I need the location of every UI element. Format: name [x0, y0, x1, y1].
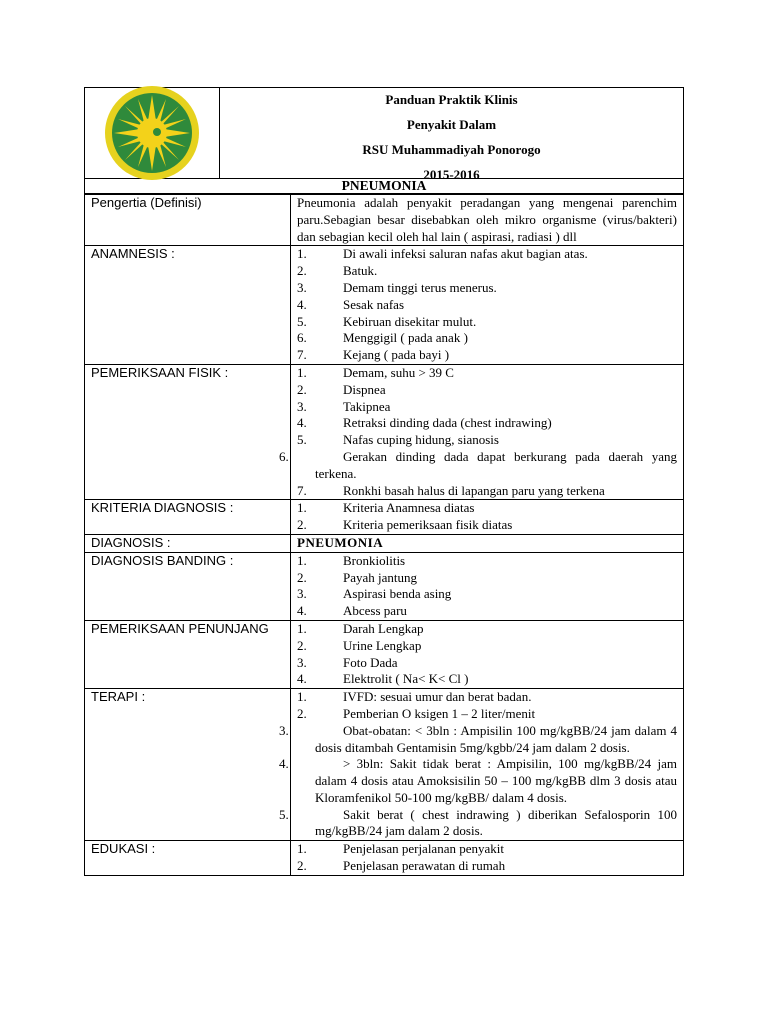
list-item: 4. Retraksi dinding dada (chest indrawing) — [297, 415, 552, 431]
education-list — [297, 841, 677, 875]
row-definition — [85, 195, 684, 246]
row-label: PEMERIKSAAN PENUNJANG — [85, 620, 291, 688]
hospital-logo-cell — [85, 88, 220, 178]
header-line-department: Penyakit Dalam — [406, 117, 497, 132]
list-item: 3. Obat-obatan: < 3bln : Ampisilin 100 mg/kgBB/24 jam dalam 4 dosis ditambah Gentamisin 5mg/kgbb/24 jam dalam 2 dosis. — [279, 722, 677, 755]
list-item: 7. Kejang ( pada bayi ) — [297, 347, 450, 363]
list-item: 2. Penjelasan perawatan di rumah — [297, 858, 506, 874]
document-page — [84, 87, 684, 876]
list-item: 5. Nafas cuping hidung, sianosis — [297, 432, 499, 448]
disease-title: PNEUMONIA — [84, 179, 684, 194]
therapy-list — [279, 689, 677, 840]
therapy-cell — [279, 689, 684, 841]
physical-exam-cell — [279, 364, 684, 499]
muhammadiyah-logo-icon — [102, 83, 202, 183]
row-anamnesis — [85, 246, 684, 365]
row-label: EDUKASI : — [85, 841, 291, 876]
row-differential-diagnosis — [85, 552, 684, 620]
list-item: 1. Bronkiolitis — [297, 552, 406, 568]
anamnesis-list — [297, 246, 677, 364]
list-item: 2. Batuk. — [297, 263, 378, 279]
list-item: 1. Di awali infeksi saluran nafas akut bagian atas. — [297, 246, 588, 262]
list-item: 4. Elektrolit ( Na< K< Cl ) — [297, 671, 469, 687]
row-therapy — [85, 689, 684, 841]
list-item: 1. Demam, suhu > 39 C — [297, 364, 454, 380]
list-item: 1. IVFD: sesuai umur dan berat badan. — [297, 689, 532, 705]
supporting-exam-list — [297, 621, 677, 688]
list-item: 3. Takipnea — [297, 398, 391, 414]
row-label: DIAGNOSIS BANDING : — [85, 552, 291, 620]
list-item: 2. Kriteria pemeriksaan fisik diatas — [297, 517, 513, 533]
header-title-block — [220, 88, 683, 182]
row-diagnostic-criteria — [85, 500, 684, 535]
row-label: KRITERIA DIAGNOSIS : — [85, 500, 291, 535]
list-item: 3. Demam tinggi terus menerus. — [297, 279, 497, 295]
list-item: 2. Pemberian O ksigen 1 – 2 liter/menit — [297, 705, 536, 721]
document-header — [84, 87, 684, 182]
row-label: DIAGNOSIS : — [85, 534, 291, 552]
list-item: 7. Ronkhi basah halus di lapangan paru yang terkena — [297, 482, 605, 498]
criteria-cell — [291, 500, 684, 535]
list-item: 6. Gerakan dinding dada dapat berkurang pada daerah yang terkena. — [279, 448, 677, 481]
differential-list — [297, 553, 677, 620]
row-label: PEMERIKSAAN FISIK : — [85, 364, 291, 499]
list-item: 2. Payah jantung — [297, 569, 418, 585]
row-physical-exam — [85, 364, 684, 499]
definition-text: Pneumonia adalah penyakit peradangan yang mengenai parenchim paru.Sebagian besar disebabkan oleh mikro organisme (virus/bakteri) dan sebagian kecil oleh hal lain ( aspirasi, radiasi ) dll — [291, 195, 684, 246]
physical-exam-list — [279, 364, 677, 499]
list-item: 1. Darah Lengkap — [297, 620, 424, 636]
anamnesis-cell — [291, 246, 684, 365]
header-line-guide: Panduan Praktik Klinis — [385, 92, 518, 107]
list-item: 3. Foto Dada — [297, 654, 398, 670]
row-label: Pengertia (Definisi) — [85, 195, 291, 246]
list-item: 4. Abcess paru — [297, 603, 407, 619]
row-diagnosis — [85, 534, 684, 552]
list-item: 1. Kriteria Anamnesa diatas — [297, 500, 475, 516]
row-education — [85, 841, 684, 876]
list-item: 2. Dispnea — [297, 381, 386, 397]
list-item: 2. Urine Lengkap — [297, 637, 422, 653]
header-line-hospital: RSU Muhammadiyah Ponorogo — [362, 142, 541, 157]
list-item: 4. > 3bln: Sakit tidak berat : Ampisilin, 100 mg/kgBB/24 jam dalam 4 dosis atau Amoksisilin 50 – 100 mg/kgBB dlm 3 dosis atau Kloramfenikol 50-100 mg/kgBB/ dalam 4 dosis. — [279, 756, 677, 805]
list-item: 4. Sesak nafas — [297, 296, 405, 312]
supporting-exam-cell — [291, 620, 684, 688]
list-item: 6. Menggigil ( pada anak ) — [297, 330, 468, 346]
row-label: TERAPI : — [85, 689, 291, 841]
list-item: 3. Aspirasi benda asing — [297, 586, 452, 602]
list-item: 1. Penjelasan perjalanan penyakit — [297, 841, 504, 857]
header-line-year: 2015-2016 — [423, 167, 480, 182]
differential-cell — [291, 552, 684, 620]
row-label: ANAMNESIS : — [85, 246, 291, 365]
guideline-table — [84, 194, 684, 876]
list-item: 5. Sakit berat ( chest indrawing ) diberikan Sefalosporin 100 mg/kgBB/24 jam dalam 2 dosis. — [279, 806, 677, 839]
criteria-list — [297, 500, 677, 534]
row-supporting-exam — [85, 620, 684, 688]
list-item: 5. Kebiruan disekitar mulut. — [297, 313, 477, 329]
diagnosis-value: PNEUMONIA — [291, 534, 684, 552]
education-cell — [291, 841, 684, 876]
